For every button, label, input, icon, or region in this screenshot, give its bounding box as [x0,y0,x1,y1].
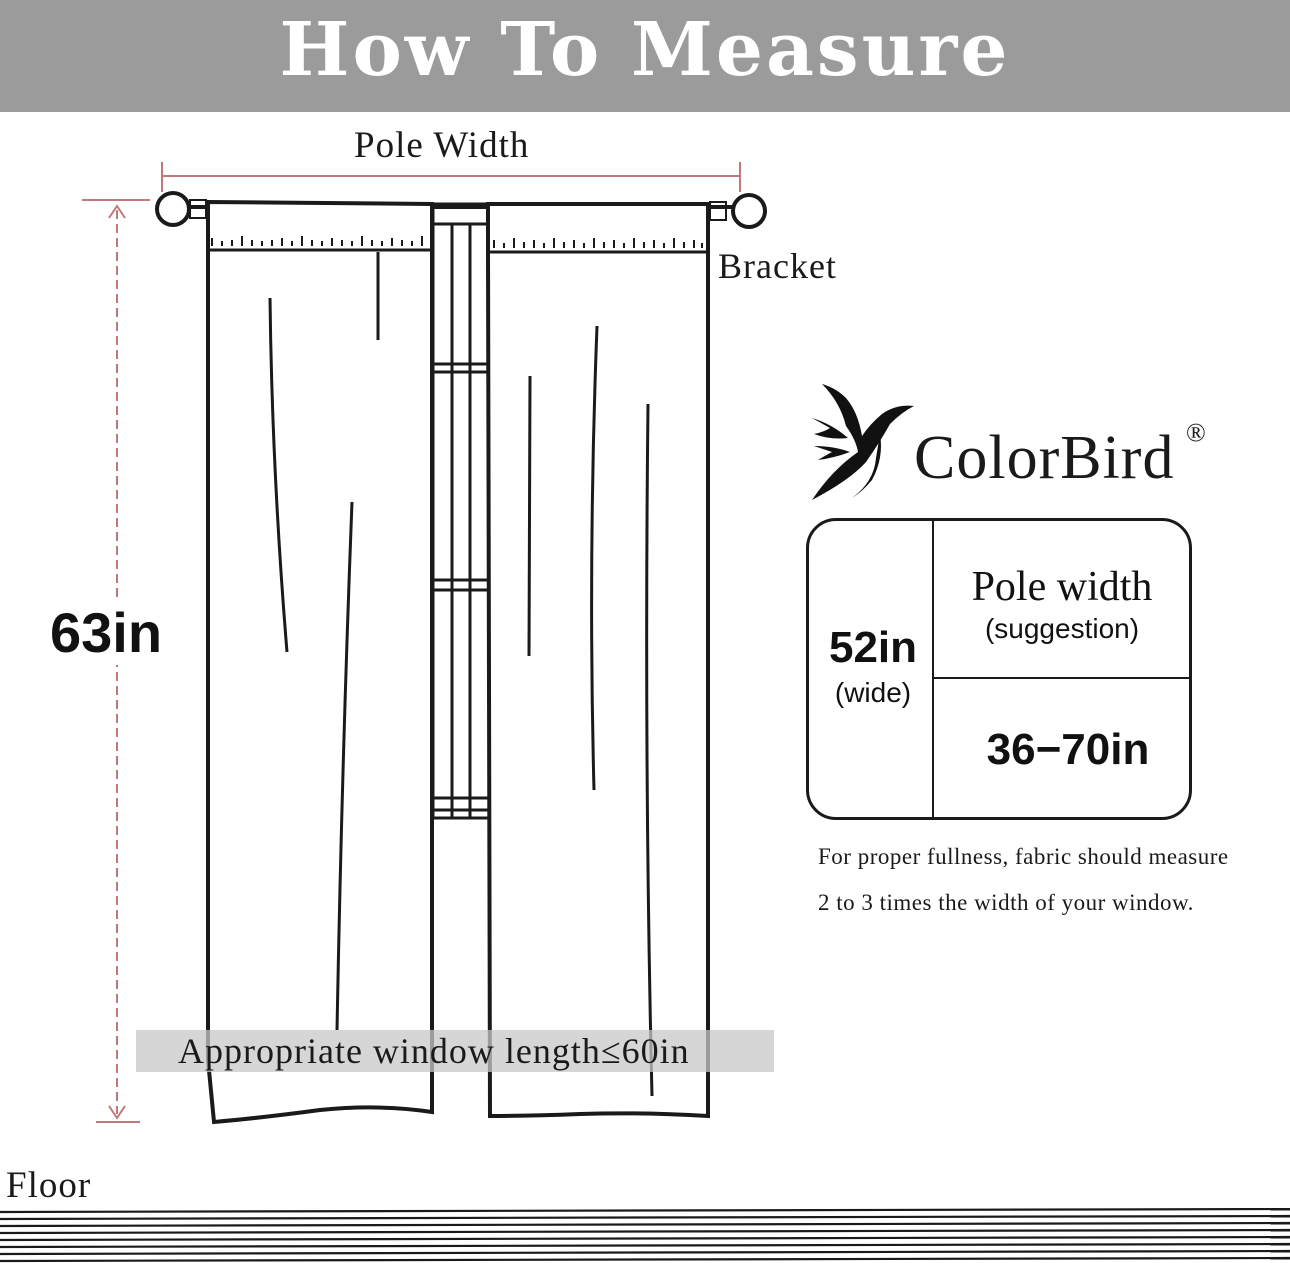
curtain-width-value: 52in [828,623,918,672]
brand-name: ColorBird [914,424,1175,492]
floor-label: Floor [6,1165,92,1206]
pole-width-subtitle: (suggestion) [984,613,1140,644]
right-finial-icon [733,195,765,227]
fullness-note: For proper fullness, fabric should measure 2 to 3 times the width of your window. [818,844,1229,915]
curtain-height-label: 63in [50,601,163,664]
pole-width-title: Pole width [971,564,1153,610]
right-curtain-panel [488,204,708,1116]
window-length-label: Appropriate window length≤60in [178,1031,690,1071]
page-title: How To Measure [279,7,1011,93]
left-curtain-panel [208,202,432,1122]
size-table-divider-horizontal [933,677,1189,679]
bird-logo-icon [812,384,914,500]
right-bracket-icon [710,202,726,220]
size-table [806,518,1192,820]
bracket-label: Bracket [718,246,837,286]
curtain-width-unit: (wide) [834,677,912,708]
pole-width-range: 36−70in [986,725,1150,774]
pole-width-label: Pole Width [354,125,530,166]
window-frame [433,204,489,818]
floor-stripes [0,1208,1290,1263]
left-finial-icon [157,193,189,225]
registered-mark: ® [1186,418,1206,447]
